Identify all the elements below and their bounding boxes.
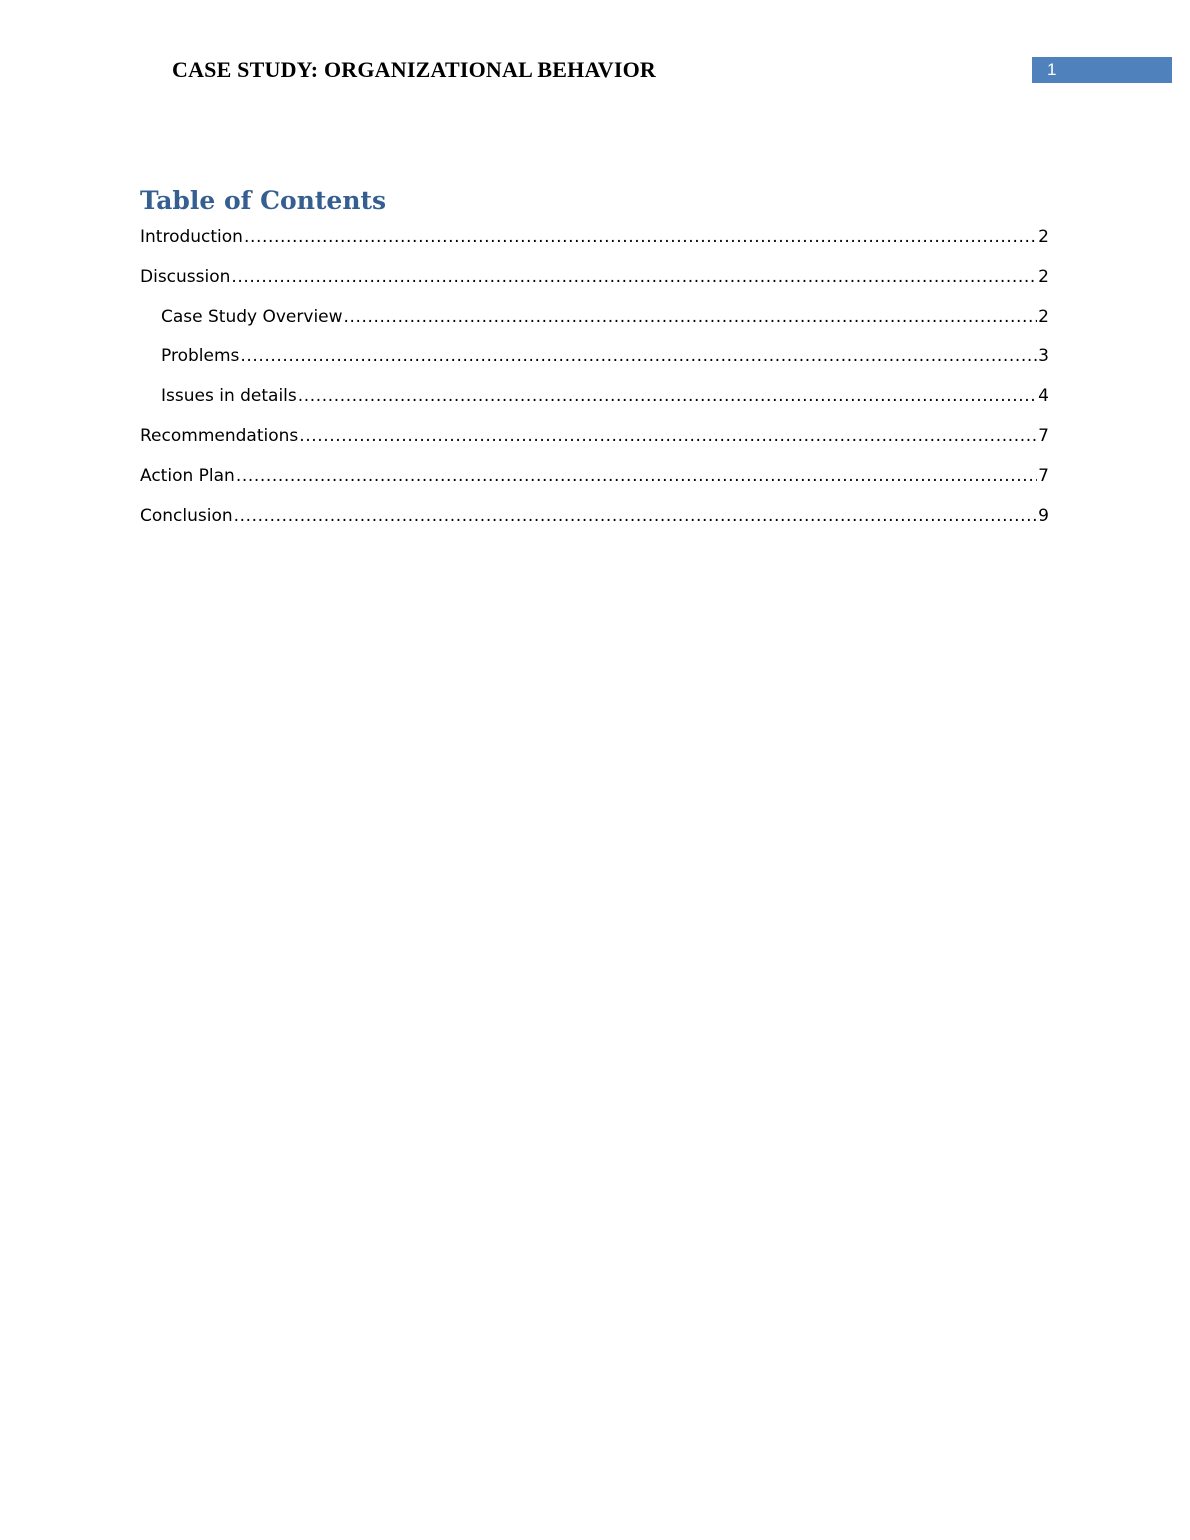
page-number-badge	[1032, 57, 1172, 83]
toc-entry-problems[interactable]	[140, 342, 1049, 382]
toc-entry-label: Problems	[161, 346, 240, 367]
toc-dot-leader	[298, 382, 1037, 410]
page-number: 1	[1047, 60, 1057, 79]
toc-entry-page: 4	[1038, 386, 1049, 407]
toc-entry-page: 3	[1038, 346, 1049, 367]
toc-dot-leader	[231, 263, 1037, 291]
toc-entry-discussion[interactable]	[140, 263, 1049, 303]
toc-dot-leader	[344, 303, 1038, 331]
toc-entry-page: 2	[1038, 306, 1049, 327]
toc-entry-label: Recommendations	[140, 425, 299, 446]
toc-entry-label: Conclusion	[140, 505, 233, 526]
toc-entry-page: 7	[1038, 465, 1049, 486]
toc-entry-issues-in-details[interactable]	[140, 382, 1049, 422]
toc-dot-leader	[299, 422, 1037, 450]
toc-entry-label: Case Study Overview	[161, 306, 343, 327]
toc-entry-page: 2	[1038, 266, 1049, 287]
toc-dot-leader	[234, 502, 1038, 530]
toc-entry-page: 7	[1038, 425, 1049, 446]
toc-entry-label: Action Plan	[140, 465, 235, 486]
toc-heading: Table of Contents	[140, 186, 387, 215]
toc-dot-leader	[236, 462, 1037, 490]
table-of-contents	[140, 223, 1049, 541]
toc-entry-introduction[interactable]	[140, 223, 1049, 263]
toc-dot-leader	[244, 223, 1037, 251]
toc-entry-label: Discussion	[140, 266, 231, 287]
toc-entry-label: Issues in details	[161, 386, 297, 407]
toc-entry-action-plan[interactable]	[140, 462, 1049, 502]
toc-entry-recommendations[interactable]	[140, 422, 1049, 462]
toc-entry-page: 9	[1038, 505, 1049, 526]
toc-entry-label: Introduction	[140, 227, 243, 247]
toc-entry-page: 2	[1038, 227, 1049, 247]
toc-entry-case-study-overview[interactable]	[140, 303, 1049, 343]
toc-entry-conclusion[interactable]	[140, 502, 1049, 542]
running-header-title: CASE STUDY: ORGANIZATIONAL BEHAVIOR	[172, 57, 656, 82]
toc-dot-leader	[240, 342, 1037, 370]
